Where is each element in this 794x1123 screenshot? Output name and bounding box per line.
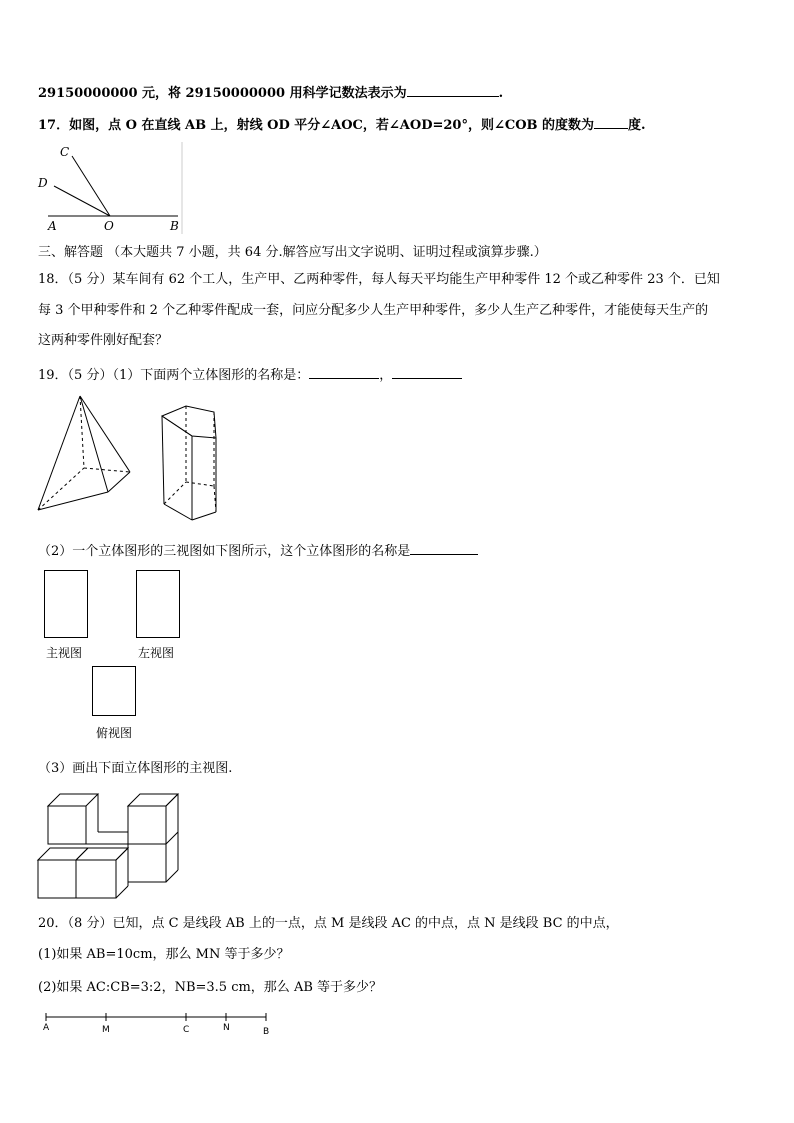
q17-question: [38, 116, 646, 134]
pyramid-figure: [34, 392, 134, 514]
q19-sep: ，: [379, 368, 393, 383]
segment-point-b: B: [263, 1027, 270, 1037]
q19-part2: [38, 542, 478, 560]
segment-point-c: C: [183, 1025, 190, 1035]
label-o: O: [104, 219, 114, 233]
segment-point-m: M: [102, 1025, 110, 1035]
front-view-caption: 主视图: [46, 646, 83, 660]
q17-text: 17．如图，点 O 在直线 AB 上，射线 OD 平分∠AOC，若∠AOD=20°，则∠COB 的度数为: [38, 118, 595, 133]
top-view-rect: [92, 666, 136, 716]
label-a: A: [48, 219, 57, 233]
q19-answer-blank-2[interactable]: [392, 366, 462, 379]
q16-continuation: [38, 84, 503, 102]
q19-part1: [38, 366, 462, 384]
q18-line2: 每 3 个甲种零件和 2 个乙种零件配成一套，问应分配多少人生产甲种零件，多少人生产乙种零件，才能使每天生产的: [38, 303, 709, 318]
q16-answer-blank[interactable]: [407, 84, 499, 97]
q16-text: 29150000000 元，将 29150000000 用科学记数法表示为: [38, 86, 407, 101]
segment-point-a: A: [43, 1023, 50, 1033]
front-view-rect: [44, 570, 88, 638]
q17-tail: 度.: [628, 118, 646, 133]
q16-tail: .: [498, 86, 504, 101]
cube-stack-figure: [36, 788, 182, 902]
section-3-header: 三、解答题 （本大题共 7 小题，共 64 分.解答应写出文字说明、证明过程或演算步骤.）: [38, 245, 547, 260]
q19-part1-text: 19．（5 分）（1）下面两个立体图形的名称是：: [38, 368, 310, 383]
q20-line2: (1)如果 AB=10cm，那么 MN 等于多少？: [38, 947, 290, 962]
q19-answer-blank-1[interactable]: [309, 366, 379, 379]
segment-point-n: N: [223, 1023, 230, 1033]
left-view-caption: 左视图: [138, 646, 175, 660]
q19-part2-text: （2）一个立体图形的三视图如下图所示，这个立体图形的名称是: [38, 544, 411, 559]
q17-angle-figure: [34, 140, 186, 236]
q18-line3: 这两种零件刚好配套？: [38, 333, 169, 348]
q20-line3: (2)如果 AC:CB=3:2，NB=3.5 cm，那么 AB 等于多少？: [38, 980, 383, 995]
q18-line1: 18．（5 分）某车间有 62 个工人，生产甲、乙两种零件，每人每天平均能生产甲种零件 12 个或乙种零件 23 个．已知: [38, 272, 720, 287]
q20-segment-figure: [40, 1008, 272, 1038]
label-d: D: [38, 176, 48, 190]
q20-line1: 20．（8 分）已知，点 C 是线段 AB 上的一点，点 M 是线段 AC 的中点，点 N 是线段 BC 的中点，: [38, 916, 619, 931]
q19-part3: （3）画出下面立体图形的主视图.: [38, 761, 233, 776]
pentagonal-prism-figure: [158, 402, 222, 524]
q19-answer-blank-3[interactable]: [410, 542, 478, 555]
left-view-rect: [136, 570, 180, 638]
top-view-caption: 俯视图: [96, 726, 133, 740]
q17-answer-blank[interactable]: [594, 116, 628, 129]
label-c: C: [60, 145, 70, 159]
label-b: B: [170, 219, 179, 233]
